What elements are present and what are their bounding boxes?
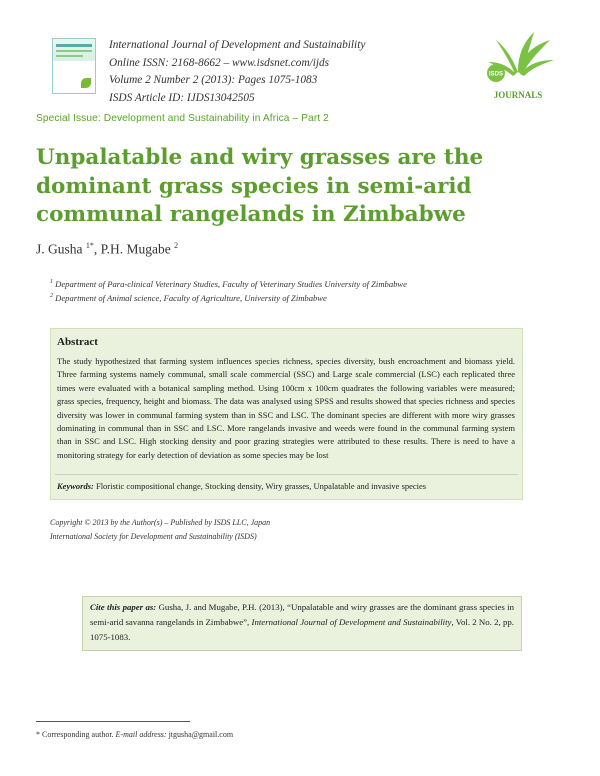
citation-journal: International Journal of Development and Sustainability bbox=[251, 617, 452, 628]
affiliation-1-text: Department of Para-clinical Veterinary Studies, Faculty of Veterinary Studies University of Zimbabwe bbox=[55, 279, 407, 289]
abstract-text: The study hypothesized that farming system influences species richness, species diversity, bush encroachment and biomass yield. Three farming systems namely communal, small scale commercial (SSC) and Large scale commercial (LSC) each replicated three times were evaluated with a botanical sampling method. Using 100cm x 100cm quadrates the following variables were measured; grass species, frequency, height and biomass. The data was analysed using SPSS and results showed that species richness and species diversity was lower in communal farming system than in SSC and LSC. The dominant species are different with more wiry grasses dominating in communal than in SSC and LSC. More rangelands invasive and weeds were found in the communal farming system than in SSC and LSC. High stocking density and poor grazing strategies were attributed to these results. There is need to have a monitoring strategy for early detection of deviation as some species may be lost bbox=[57, 356, 515, 460]
copyright-notice bbox=[50, 516, 270, 543]
affiliation-2-text: Department of Animal science, Faculty of Agriculture, University of Zimbabwe bbox=[55, 293, 327, 303]
journal-metadata bbox=[109, 37, 365, 107]
author-1: J. Gusha bbox=[36, 241, 83, 257]
footnote-email[interactable]: jtgusha@gmail.com bbox=[166, 730, 234, 739]
keywords bbox=[57, 481, 515, 491]
footnote-label: Corresponding author. bbox=[40, 730, 116, 739]
citation-lead: Cite this paper as: bbox=[90, 602, 157, 612]
author-2: P.H. Mugabe bbox=[100, 241, 171, 257]
abstract-heading: Abstract bbox=[57, 336, 98, 348]
abstract-divider bbox=[55, 474, 518, 475]
special-issue-line: Special Issue: Development and Sustainability in Africa – Part 2 bbox=[36, 113, 329, 124]
author-separator: , bbox=[93, 241, 101, 257]
affiliation-2-marker: 2 bbox=[50, 293, 53, 300]
journal-cover-thumbnail bbox=[52, 38, 96, 94]
footnote-email-label: E-mail address: bbox=[115, 730, 167, 739]
isds-journals-logo bbox=[478, 30, 558, 104]
keywords-text: Floristic compositional change, Stocking density, Wiry grasses, Unpalatable and invasive species bbox=[93, 481, 427, 491]
logo-sub-text: JOURNALS bbox=[493, 90, 543, 100]
title-line-2: dominant grass species in semi-arid bbox=[36, 173, 472, 199]
journal-name: International Journal of Development and Sustainability bbox=[109, 39, 366, 51]
paper-title bbox=[36, 144, 556, 230]
keywords-label: Keywords: bbox=[57, 481, 94, 491]
citation-text bbox=[90, 600, 514, 646]
copyright-line-2: International Society for Development and Sustainability (ISDS) bbox=[50, 531, 257, 541]
title-line-3: communal rangelands in Zimbabwe bbox=[36, 202, 466, 227]
authors bbox=[36, 241, 178, 258]
volume-info: Volume 2 Number 2 (2013): Pages 1075-1083 bbox=[109, 74, 318, 86]
footnote bbox=[36, 730, 233, 739]
affiliation-2 bbox=[50, 293, 327, 303]
title-line-1: Unpalatable and wiry grasses are the bbox=[36, 145, 484, 170]
logo-main-text: ISDS bbox=[488, 71, 504, 78]
footnote-marker: * bbox=[36, 730, 40, 739]
affiliation-1-marker: 1 bbox=[50, 279, 53, 286]
article-id: ISDS Article ID: IJDS13042505 bbox=[109, 91, 255, 104]
author-2-marker: 2 bbox=[174, 241, 179, 250]
copyright-line-1: Copyright © 2013 by the Author(s) – Published by ISDS LLC, Japan bbox=[50, 518, 271, 527]
footnote-rule bbox=[36, 721, 190, 722]
citation-tail: , Vol. 2 No. 2, pp. 1075-1083. bbox=[90, 617, 514, 643]
affiliation-1 bbox=[50, 279, 407, 289]
citation-authors: Gusha, J. and Mugabe, P.H. (2013), “Unpalatable and wiry grasses are the dominant grass species in semi-arid savanna rangelands in Zimbabwe”, bbox=[90, 602, 514, 628]
online-issn: Online ISSN: 2168-8662 – www.isdsnet.com/ijds bbox=[109, 56, 330, 69]
author-1-marker: 1* bbox=[85, 241, 94, 250]
